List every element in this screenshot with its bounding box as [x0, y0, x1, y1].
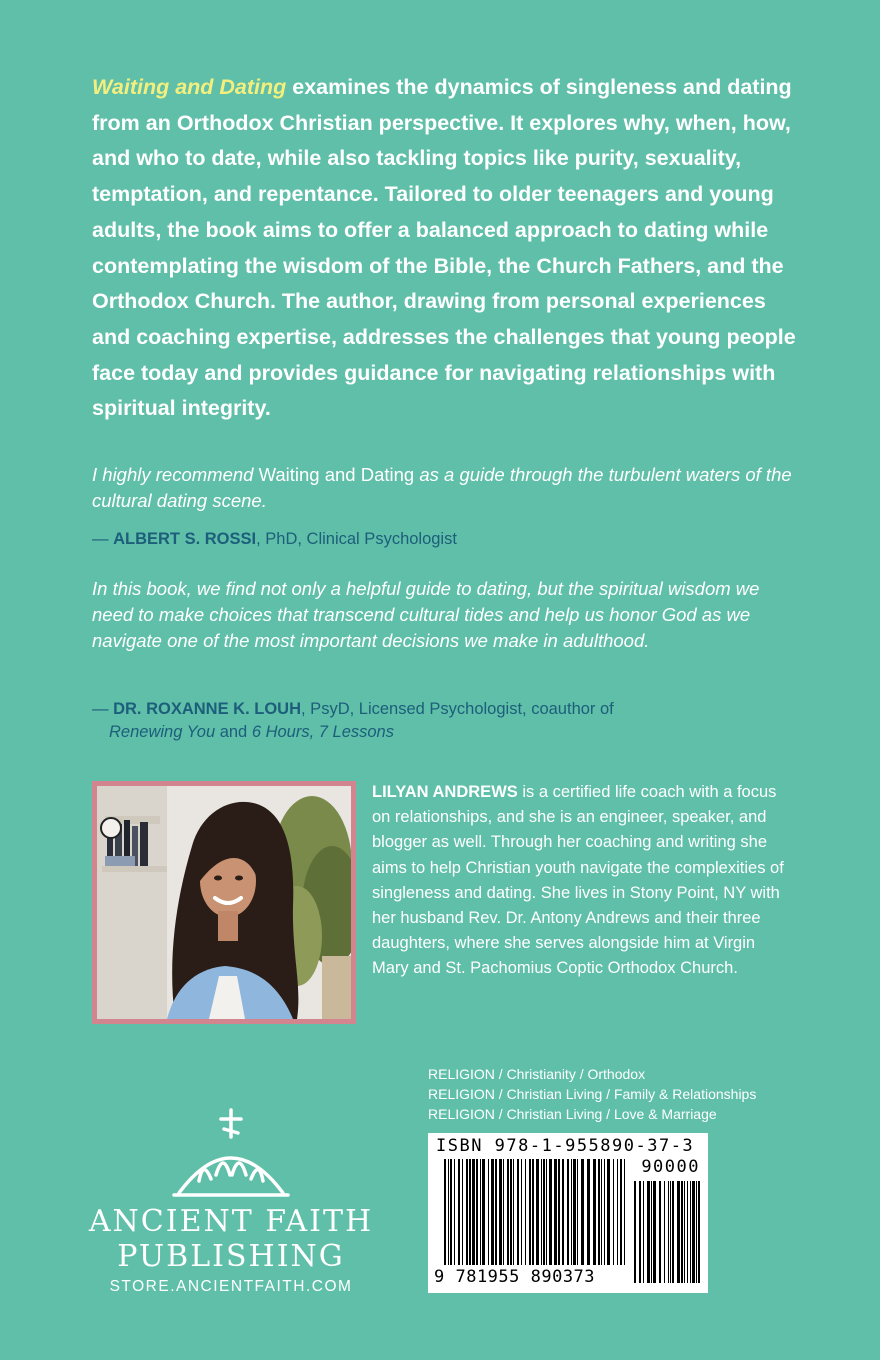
publisher-name-line2: PUBLISHING — [117, 1239, 345, 1274]
barcode-bar — [634, 1181, 636, 1283]
barcode-bar — [458, 1159, 460, 1265]
book-title: 6 Hours, 7 Lessons — [251, 723, 394, 741]
author-name: LILYAN ANDREWS — [372, 783, 518, 801]
barcode-bar — [488, 1159, 489, 1265]
publisher-name-line1: ANCIENT FAITH — [88, 1204, 374, 1239]
barcode-bar — [668, 1181, 669, 1283]
barcode-bar — [495, 1159, 497, 1265]
barcode-bar — [624, 1159, 625, 1265]
category-item: RELIGION / Christian Living / Love & Marriage — [428, 1106, 717, 1122]
barcode-bar — [684, 1181, 685, 1283]
barcode-bar — [651, 1181, 652, 1283]
book-joiner: and — [215, 723, 252, 741]
author-bio-text: is a certified life coach with a focus on relationships, and she is an engineer, speaker, and blogger as well. Through her coaching and writing she aims to help Christian youth navigate the complexities of singleness and dating. She lives in Stony Point, NY with her husband Rev. Dr. Antony Andrews and their three daughters, where she serves alongside him at Virgin Mary and St. Pachomius Coptic Orthodox Church. — [372, 783, 784, 978]
barcode-bar — [448, 1159, 449, 1265]
barcode-bar — [639, 1181, 641, 1283]
barcode-bar — [529, 1159, 531, 1265]
endorsement-quote-2: In this book, we find not only a helpful guide to dating, but the spiritual wisdom we need to make choices that transcend cultural tides and help us honor God as we navigate one of the most important decisions we make in adulthood. — [92, 578, 760, 651]
isbn-number: ISBN 978-1-955890-37-3 — [436, 1136, 695, 1156]
barcode-bar — [549, 1159, 552, 1265]
barcode-bar — [480, 1159, 481, 1265]
book-description — [92, 70, 802, 427]
barcode-bar — [444, 1159, 446, 1265]
book-title-highlight: Waiting and Dating — [92, 75, 287, 99]
endorsement-attribution-1 — [92, 528, 792, 551]
author-bio — [372, 780, 792, 982]
barcode-bar — [687, 1181, 688, 1283]
barcode-bar — [462, 1159, 463, 1265]
barcode-bar — [698, 1181, 700, 1283]
author-photo-frame — [92, 781, 356, 1024]
barcode-bar — [604, 1159, 605, 1265]
barcode-bar — [567, 1159, 569, 1265]
barcode-bar — [643, 1181, 644, 1283]
barcode-bar — [653, 1181, 656, 1283]
barcode-bar — [696, 1181, 697, 1283]
barcode-bar — [554, 1159, 557, 1265]
barcode-bar — [507, 1159, 509, 1265]
book-title: Renewing You — [109, 723, 216, 741]
publisher-url: STORE.ANCIENTFAITH.COM — [109, 1278, 353, 1295]
quote-book-title: Waiting and Dating — [258, 464, 415, 485]
coauthored-books — [92, 721, 792, 744]
quote-text: as a guide through the turbulent waters of the cultural dating scene. — [92, 464, 792, 511]
barcode-bar — [476, 1159, 478, 1265]
barcode-bar — [454, 1159, 455, 1265]
endorser-credentials: , PhD, Clinical Psychologist — [256, 530, 457, 548]
description-text: examines the dynamics of singleness and dating from an Orthodox Christian perspective. It explores why, when, how, and who to date, while also tackling topics like purity, sexuality, temptation, and repentance. Tailored to older teenagers and young adults, the book aims to offer a balanced approach to dating while contemplating the wisdom of the Bible, the Church Fathers, and the Orthodox Church. The author, drawing from personal experiences and coaching expertise, addresses the challenges that young people face today and provides guidance for navigating relationships with spiritual integrity. — [92, 75, 796, 421]
barcode-bar — [577, 1159, 578, 1265]
barcode-bar — [541, 1159, 542, 1265]
price-code: 90000 — [641, 1157, 700, 1177]
barcode-bar — [659, 1181, 661, 1283]
quote-text: I highly recommend — [92, 464, 259, 485]
barcode-bar — [677, 1181, 680, 1283]
barcode-bar — [664, 1181, 665, 1283]
barcode-bar — [573, 1159, 576, 1265]
cross-icon — [221, 1110, 241, 1137]
barcode-bar — [613, 1159, 614, 1265]
barcode-bar — [672, 1181, 674, 1283]
barcode-bar — [510, 1159, 512, 1265]
ean-number: 9 781955 890373 — [434, 1267, 596, 1287]
barcode-bar — [598, 1159, 600, 1265]
attribution-dash: — — [92, 700, 114, 718]
barcode-bar — [670, 1181, 671, 1283]
barcode-bar — [450, 1159, 452, 1265]
barcode-bar — [587, 1159, 590, 1265]
endorser-credentials: , PsyD, Licensed Psychologist, coauthor of — [301, 700, 614, 718]
endorser-name: DR. ROXANNE K. LOUH — [113, 700, 302, 718]
barcode-bar — [647, 1181, 650, 1283]
barcode-bar — [482, 1159, 485, 1265]
barcode-bar — [469, 1159, 471, 1265]
barcode-bar — [517, 1159, 519, 1265]
barcode-bar — [601, 1159, 602, 1265]
barcode-bar — [692, 1181, 695, 1283]
attribution-dash: — — [92, 530, 114, 548]
barcode-bar — [681, 1181, 683, 1283]
barcode-bar — [525, 1159, 526, 1265]
barcode-bar — [543, 1159, 545, 1265]
barcode-bar — [690, 1181, 691, 1283]
author-photo — [97, 786, 351, 1019]
barcode-bar — [491, 1159, 494, 1265]
barcode-bar — [617, 1159, 618, 1265]
barcode-bar — [503, 1159, 504, 1265]
barcode-bar — [513, 1159, 514, 1265]
isbn-barcode — [428, 1133, 708, 1293]
barcode-bar — [562, 1159, 564, 1265]
barcode-bar — [521, 1159, 522, 1265]
barcode-bar — [546, 1159, 547, 1265]
barcode-bar — [581, 1159, 584, 1265]
endorsement-quote-1 — [92, 462, 792, 514]
category-item: RELIGION / Christianity / Orthodox — [428, 1066, 646, 1082]
barcode-bar — [593, 1159, 596, 1265]
barcode-bar — [607, 1159, 610, 1265]
barcode-bar — [466, 1159, 468, 1265]
barcode-bar — [536, 1159, 539, 1265]
bisac-categories — [428, 1064, 808, 1124]
barcode-bar — [532, 1159, 534, 1265]
barcode-bar — [571, 1159, 572, 1265]
barcode-bar — [620, 1159, 622, 1265]
dome-icon — [174, 1158, 288, 1195]
endorser-name: ALBERT S. ROSSI — [113, 530, 257, 548]
barcode-bar — [558, 1159, 560, 1265]
barcode-bar — [499, 1159, 502, 1265]
category-item: RELIGION / Christian Living / Family & Relationships — [428, 1086, 757, 1102]
endorsement-attribution-2 — [92, 698, 792, 744]
barcode-bar — [472, 1159, 475, 1265]
